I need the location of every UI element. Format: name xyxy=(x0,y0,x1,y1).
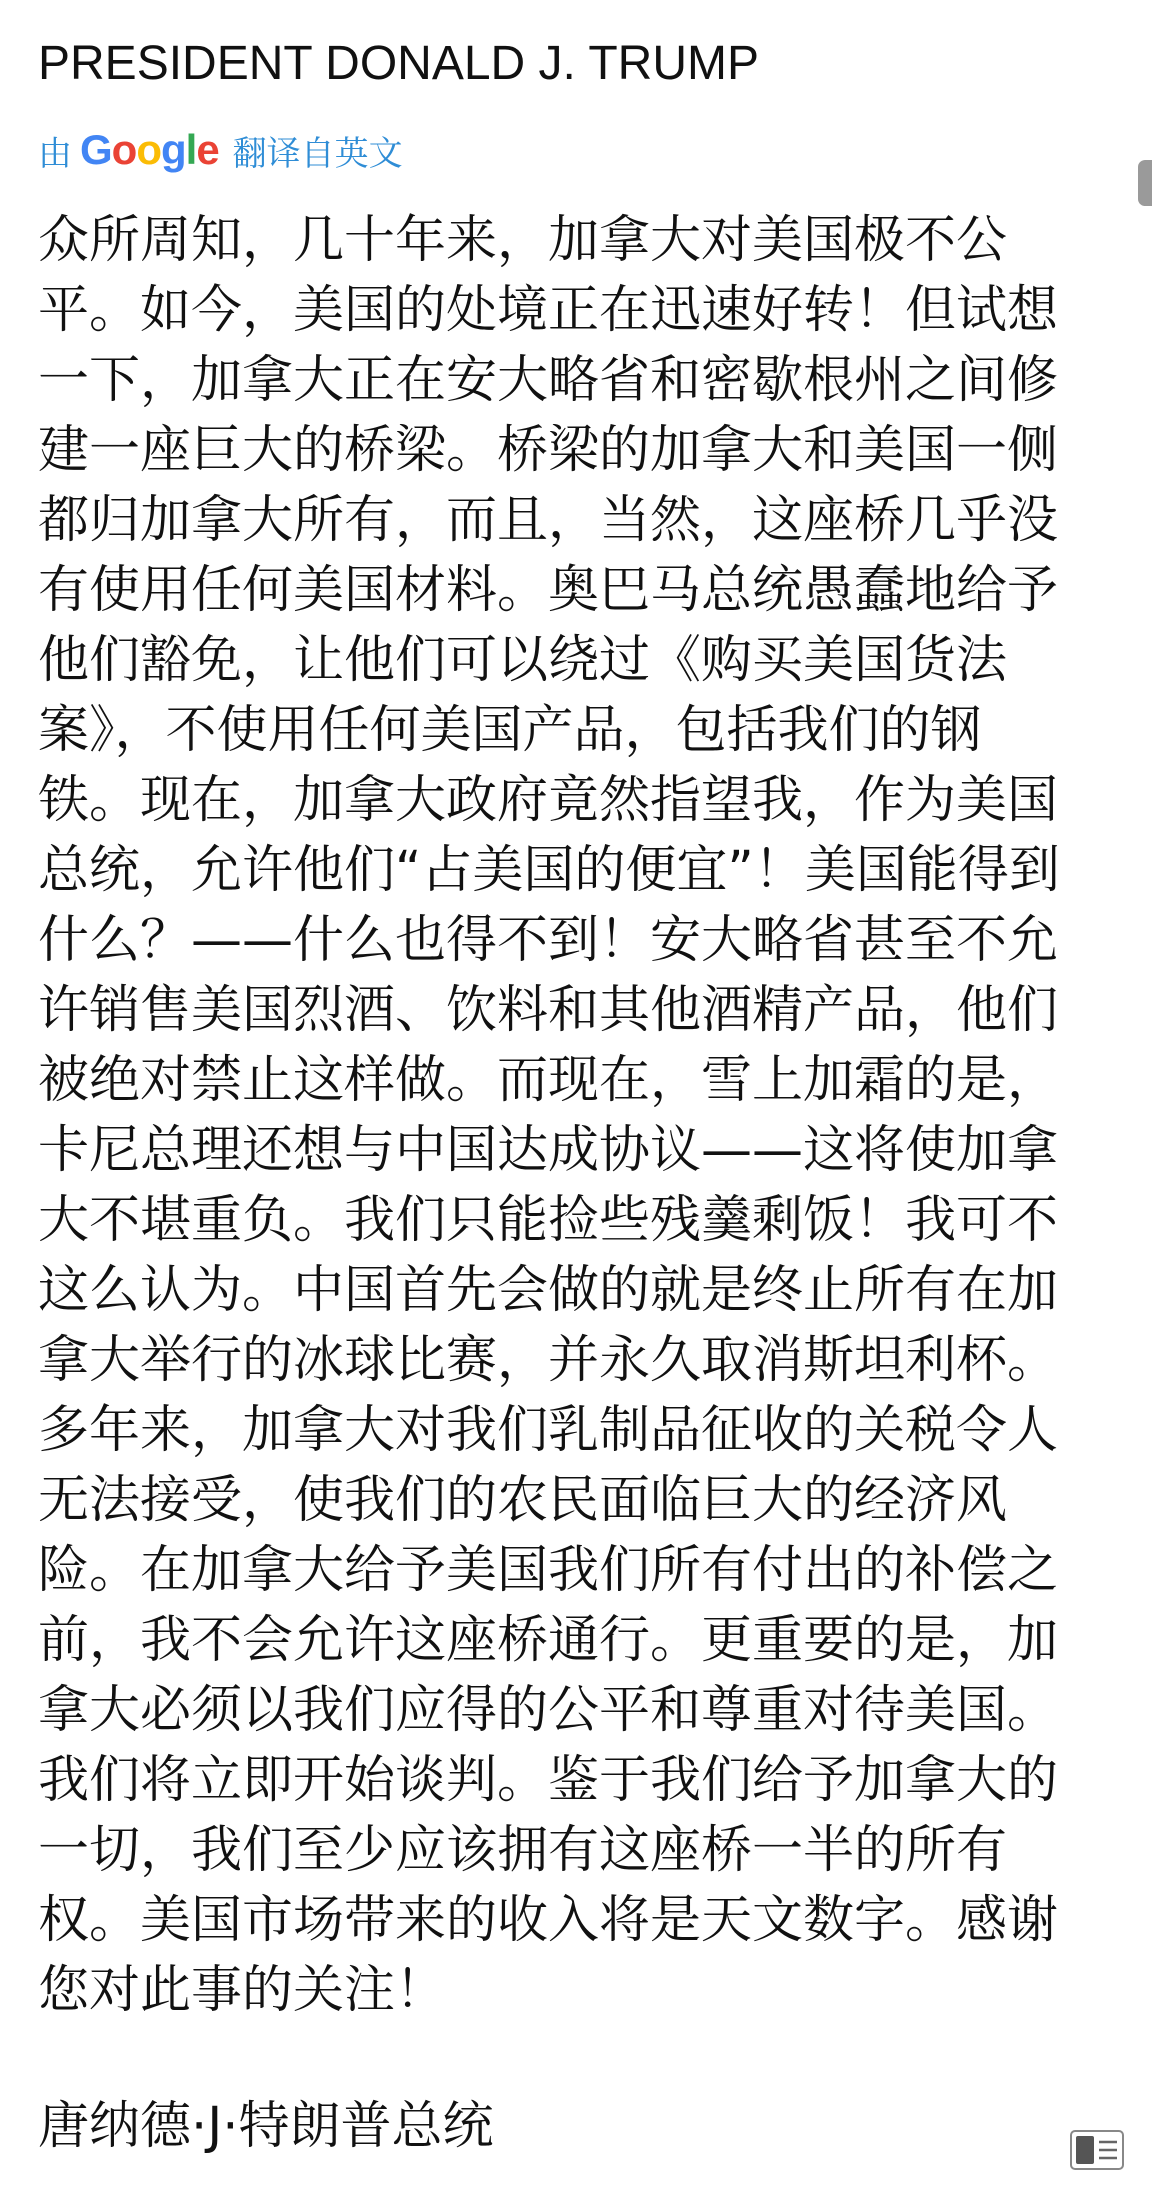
google-logo xyxy=(80,126,219,174)
google-logo-letter: e xyxy=(196,126,219,173)
post-body xyxy=(38,206,1118,2026)
scroll-indicator[interactable] xyxy=(1138,160,1152,206)
post-body-line: 前，我不会允许这座桥通行。更重要的是，加 xyxy=(38,1611,1059,1670)
post-body-line: 卡尼总理还想与中国达成协议——这将使加拿 xyxy=(38,1121,1059,1180)
post-body-line: 大不堪重负。我们只能捡些残羹剩饭！我可不 xyxy=(38,1191,1059,1250)
post-body-line: 您对此事的关注！ xyxy=(38,1961,447,2020)
document-icon[interactable] xyxy=(1070,2130,1124,2170)
post-body-line: 案》，不使用任何美国产品，包括我们的钢 xyxy=(38,701,982,760)
post-body-line: 拿大举行的冰球比赛，并永久取消斯坦利杯。 xyxy=(38,1331,1059,1390)
google-logo-letter: o xyxy=(136,126,161,173)
google-logo-letter: g xyxy=(160,126,186,173)
post-body-line: 平。如今，美国的处境正在迅速好转！但试想 xyxy=(38,281,1059,340)
post-body-line: 拿大必须以我们应得的公平和尊重对待美国。 xyxy=(38,1681,1059,1740)
google-logo-letter: o xyxy=(111,126,137,173)
post-body-line: 众所周知，几十年来，加拿大对美国极不公 xyxy=(38,211,1008,270)
post-body-line: 权。美国市场带来的收入将是天文数字。感谢 xyxy=(38,1891,1059,1950)
post-body-line: 都归加拿大所有，而且，当然，这座桥几乎没 xyxy=(38,491,1059,550)
google-logo-letter: G xyxy=(80,126,112,173)
post-body-line: 铁。现在，加拿大政府竟然指望我，作为美国 xyxy=(38,771,1059,830)
post-body-line: 有使用任何美国材料。奥巴马总统愚蠢地给予 xyxy=(38,561,1059,620)
post-body-line: 这么认为。中国首先会做的就是终止所有在加 xyxy=(38,1261,1059,1320)
post-body-line: 无法接受，使我们的农民面临巨大的经济风 xyxy=(38,1471,1008,1530)
post-body-line: 总统，允许他们“占美国的便宜”！美国能得到 xyxy=(38,841,1060,900)
post-author: PRESIDENT DONALD J. TRUMP xyxy=(38,37,760,90)
post-body-line: 许销售美国烈酒、饮料和其他酒精产品，他们 xyxy=(38,981,1059,1040)
post-body-line: 多年来，加拿大对我们乳制品征收的关税令人 xyxy=(38,1401,1059,1460)
post-body-line: 我们将立即开始谈判。鉴于我们给予加拿大的 xyxy=(38,1751,1059,1810)
post-body-line: 他们豁免，让他们可以绕过《购买美国货法 xyxy=(38,631,1008,690)
translation-attribution[interactable] xyxy=(38,122,403,178)
translation-source-label: 翻译自英文 xyxy=(232,133,403,174)
post-body-line: 一切，我们至少应该拥有这座桥一半的所有 xyxy=(38,1821,1008,1880)
post-body-line: 一下，加拿大正在安大略省和密歇根州之间修 xyxy=(38,351,1059,410)
post-body-line: 什么？——什么也得不到！安大略省甚至不允 xyxy=(38,911,1059,970)
translation-by-label: 由 xyxy=(38,133,72,174)
post-body-line: 险。在加拿大给予美国我们所有付出的补偿之 xyxy=(38,1541,1059,1600)
post-signature: 唐纳德·J·特朗普总统 xyxy=(38,2097,494,2156)
post-body-line: 建一座巨大的桥梁。桥梁的加拿大和美国一侧 xyxy=(38,421,1059,480)
google-logo-letter: l xyxy=(185,126,197,173)
post-body-line: 被绝对禁止这样做。而现在，雪上加霜的是， xyxy=(38,1051,1059,1110)
